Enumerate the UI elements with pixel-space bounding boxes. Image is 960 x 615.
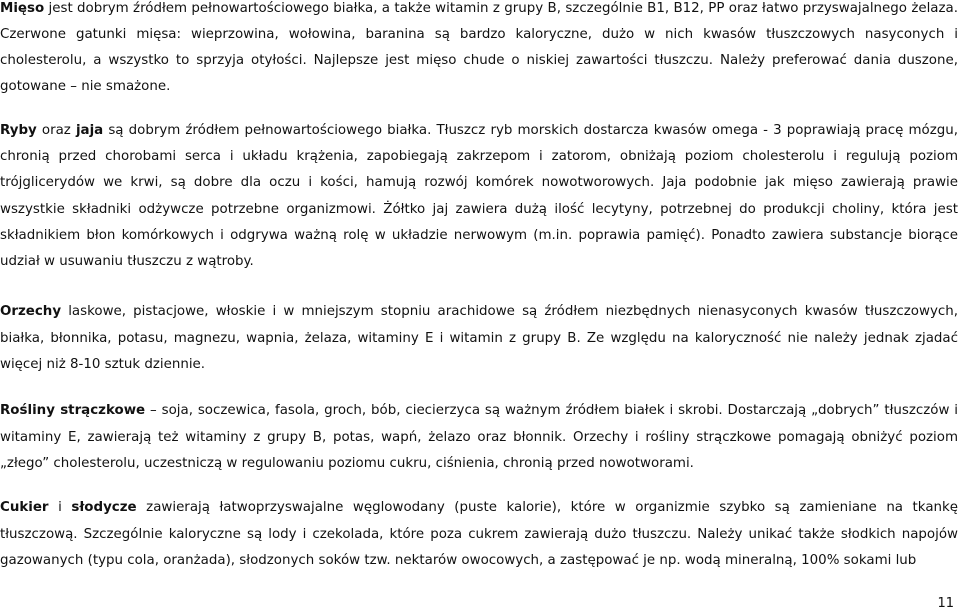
paragraph-legumes [0,398,958,478]
connector-text: i [48,500,72,515]
paragraph-meat-text: jest dobrym źródłem pełnowartościowego białka, a także witamin z grupy B, szczególnie B1, B12, PP oraz łatwo przyswajalnego żelaza. Czerwone gatunki mięsa: wieprzowina, wołowina, baranina są bardzo kaloryczne, dużo w nich kwasów tłuszczowych nasyconych i cholesterolu, a wszystko to sprzyja otyłości. Najlepsze jest mięso chude o niskiej zawartości tłuszczu. Należy preferować dania duszone, gotowane – nie smażone. [0,1,958,94]
term-fish: Ryby [0,123,37,138]
paragraph-nuts [0,299,958,379]
paragraph-meat [0,0,958,100]
paragraph-sugar-sweets [0,495,958,575]
paragraph-fish-eggs-text: są dobrym źródłem pełnowartościowego białka. Tłuszcz ryb morskich dostarcza kwasów omega - 3 poprawiają pracę mózgu, chronią przed chorobami serca i układu krążenia, zapobiegają zakrzepom i zatorom, obniżają poziom cholesterolu i regulują poziom trójglicerydów we krwi, są dobre dla oczu i kości, hamują rozwój komórek nowotworowych. Jaja podobnie jak mięso zawierają prawie wszystkie składniki odżywcze potrzebne organizmowi. Żółtko jaj zawiera dużą ilość lecytyny, potrzebnej do produkcji choliny, która jest składnikiem błon komórkowych i odgrywa ważną rolę w układzie nerwowym (m.in. poprawia pamięć). Ponadto zawiera substancje biorące udział w usuwaniu tłuszczu z wątroby. [0,123,958,270]
term-meat: Mięso [0,1,45,16]
paragraph-nuts-text: laskowe, pistacjowe, włoskie i w mniejszym stopniu arachidowe są źródłem niezbędnych nienasyconych kwasów tłuszczowych, białka, błonnika, potasu, magnezu, wapnia, żelaza, witaminy E i witamin z grupy B. Ze względu na kaloryczność nie należy jednak zjadać więcej niż 8-10 sztuk dziennie. [0,304,958,372]
term-nuts: Orzechy [0,304,62,319]
page-number: 11 [937,596,954,611]
paragraph-sugar-sweets-text: zawierają łatwoprzyswajalne węglowodany (puste kalorie), które w organizmie szybko są zamieniane na tkankę tłuszczową. Szczególnie kaloryczne są lody i czekolada, które poza cukrem zawierają dużo tłuszczu. Należy unikać także słodkich napojów gazowanych (typu cola, oranżada), słodzonych soków tzw. nektarów owocowych, a zastępować je np. wodą mineralną, 100% sokami lub [0,500,958,568]
paragraph-fish-eggs [0,118,958,275]
term-sugar: Cukier [0,500,49,515]
term-sweets: słodycze [71,500,137,515]
term-eggs: jaja [75,123,104,138]
term-legumes: Rośliny strączkowe [0,403,146,418]
paragraph-legumes-text: – soja, soczewica, fasola, groch, bób, ciecierzyca są ważnym źródłem białek i skrobi. Dostarczają „dobrych” tłuszczów i witaminy E, zawierają też witaminy z grupy B, potas, wapń, żelazo oraz błonnik. Orzechy i rośliny strączkowe pomagają obniżyć poziom „złego” cholesterolu, uczestniczą w regulowaniu poziomu cukru, ciśnienia, chronią przed nowotworami. [0,403,958,471]
connector-text: oraz [36,123,76,138]
